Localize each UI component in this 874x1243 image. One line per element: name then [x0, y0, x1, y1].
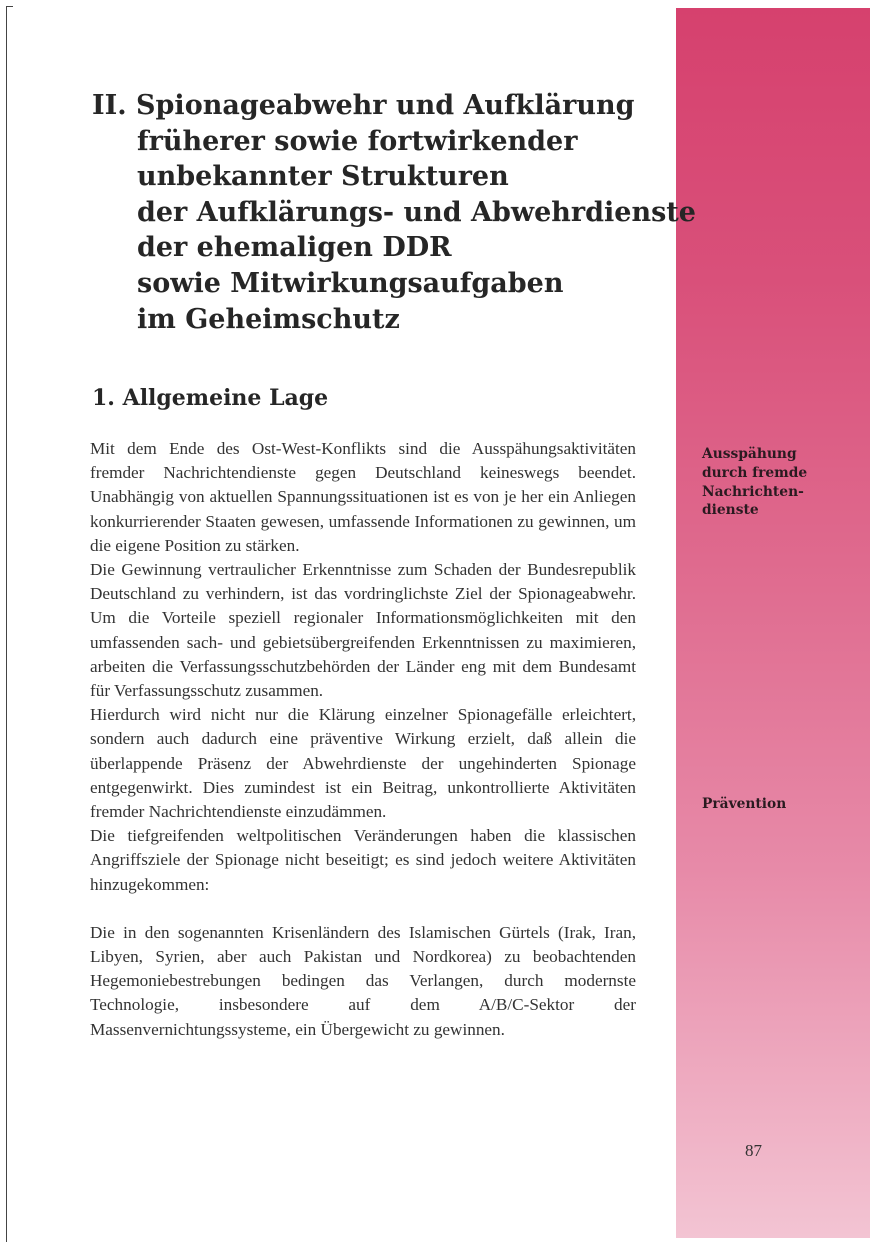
section-heading: 1. Allgemeine Lage [92, 385, 329, 411]
paragraph: Hierdurch wird nicht nur die Klärung einzelner Spionagefälle erleichtert, sondern auch dadurch eine präventive Wirkung erzielt, daß allein die überlappende Präsenz der Abwehrdienste der ungehinderten Spionage entgegenwirkt. Dies zumindest ist ein Beitrag, unkontrollierte Aktivitäten fremder Nachrichtendienste einzudämmen. [90, 705, 636, 822]
margin-note-line: Nachrichten- [702, 483, 804, 500]
paragraph: Die Gewinnung vertraulicher Erkenntnisse zum Schaden der Bundesrepublik Deutschland zu verhindern, ist das vordringlichste Ziel der Spionageabwehr. Um die Vorteile speziell regionaler Informationsmöglichkeiten mit den umfassenden sach- und gebietsübergreifenden Erkenntnissen zu maximieren, arbeiten die Verfassungsschutzbehörden der Länder eng mit dem Bundesamt für Verfassungsschutz zusammen. [90, 560, 636, 701]
margin-note-line: dienste [702, 502, 759, 519]
paragraph: Mit dem Ende des Ost-West-Konflikts sind die Ausspähungsaktivitäten fremder Nachrichtendienste gegen Deutschland keineswegs beendet. Unabhängig von aktuellen Spannungssituationen ist es von je her ein Anliegen konkurrierender Staaten gewesen, umfassende Informationen zu gewinnen, um die eigene Position zu stärken. [90, 439, 636, 555]
chapter-title-line: der ehemaligen DDR [137, 232, 452, 264]
chapter-title-line: der Aufklärungs- und Abwehrdienste [137, 196, 696, 228]
paragraph: Die in den sogenannten Krisenländern des Islamischen Gürtels (Irak, Iran, Libyen, Syrien, aber auch Pakistan und Nordkorea) zu beobachtenden Hegemoniebestrebungen bedingen das Verlangen, durch modernste Technologie, insbesondere auf dem A/B/C-Sektor der Massenvernichtungssysteme, ein Übergewicht zu gewinnen. [90, 922, 636, 1039]
margin-note-praevention [702, 795, 852, 814]
margin-note-line: durch fremde [702, 464, 808, 481]
margin-note-line: Prävention [702, 796, 787, 812]
margin-sidebar [676, 8, 870, 1238]
page-number: 87 [745, 1141, 762, 1160]
chapter-title-line: sowie Mitwirkungsaufgaben [137, 267, 564, 299]
chapter-title [92, 88, 696, 337]
chapter-title-line: unbekannter Strukturen [137, 161, 509, 193]
crop-mark [6, 6, 13, 1242]
body-text [90, 437, 636, 1042]
chapter-title-line: im Geheimschutz [137, 303, 400, 335]
paragraph: Die tiefgreifenden weltpolitischen Veränderungen haben die klassischen Angriffsziele der Spionage nicht beseitigt; es sind jedoch weitere Aktivitäten hinzugekommen: [90, 826, 636, 894]
margin-note-ausspaehung [702, 445, 852, 520]
margin-note-line: Ausspähung [702, 446, 797, 462]
chapter-title-line: II. Spionageabwehr und Aufklärung [92, 90, 635, 121]
chapter-title-line: früherer sowie fortwirkender [137, 125, 578, 157]
